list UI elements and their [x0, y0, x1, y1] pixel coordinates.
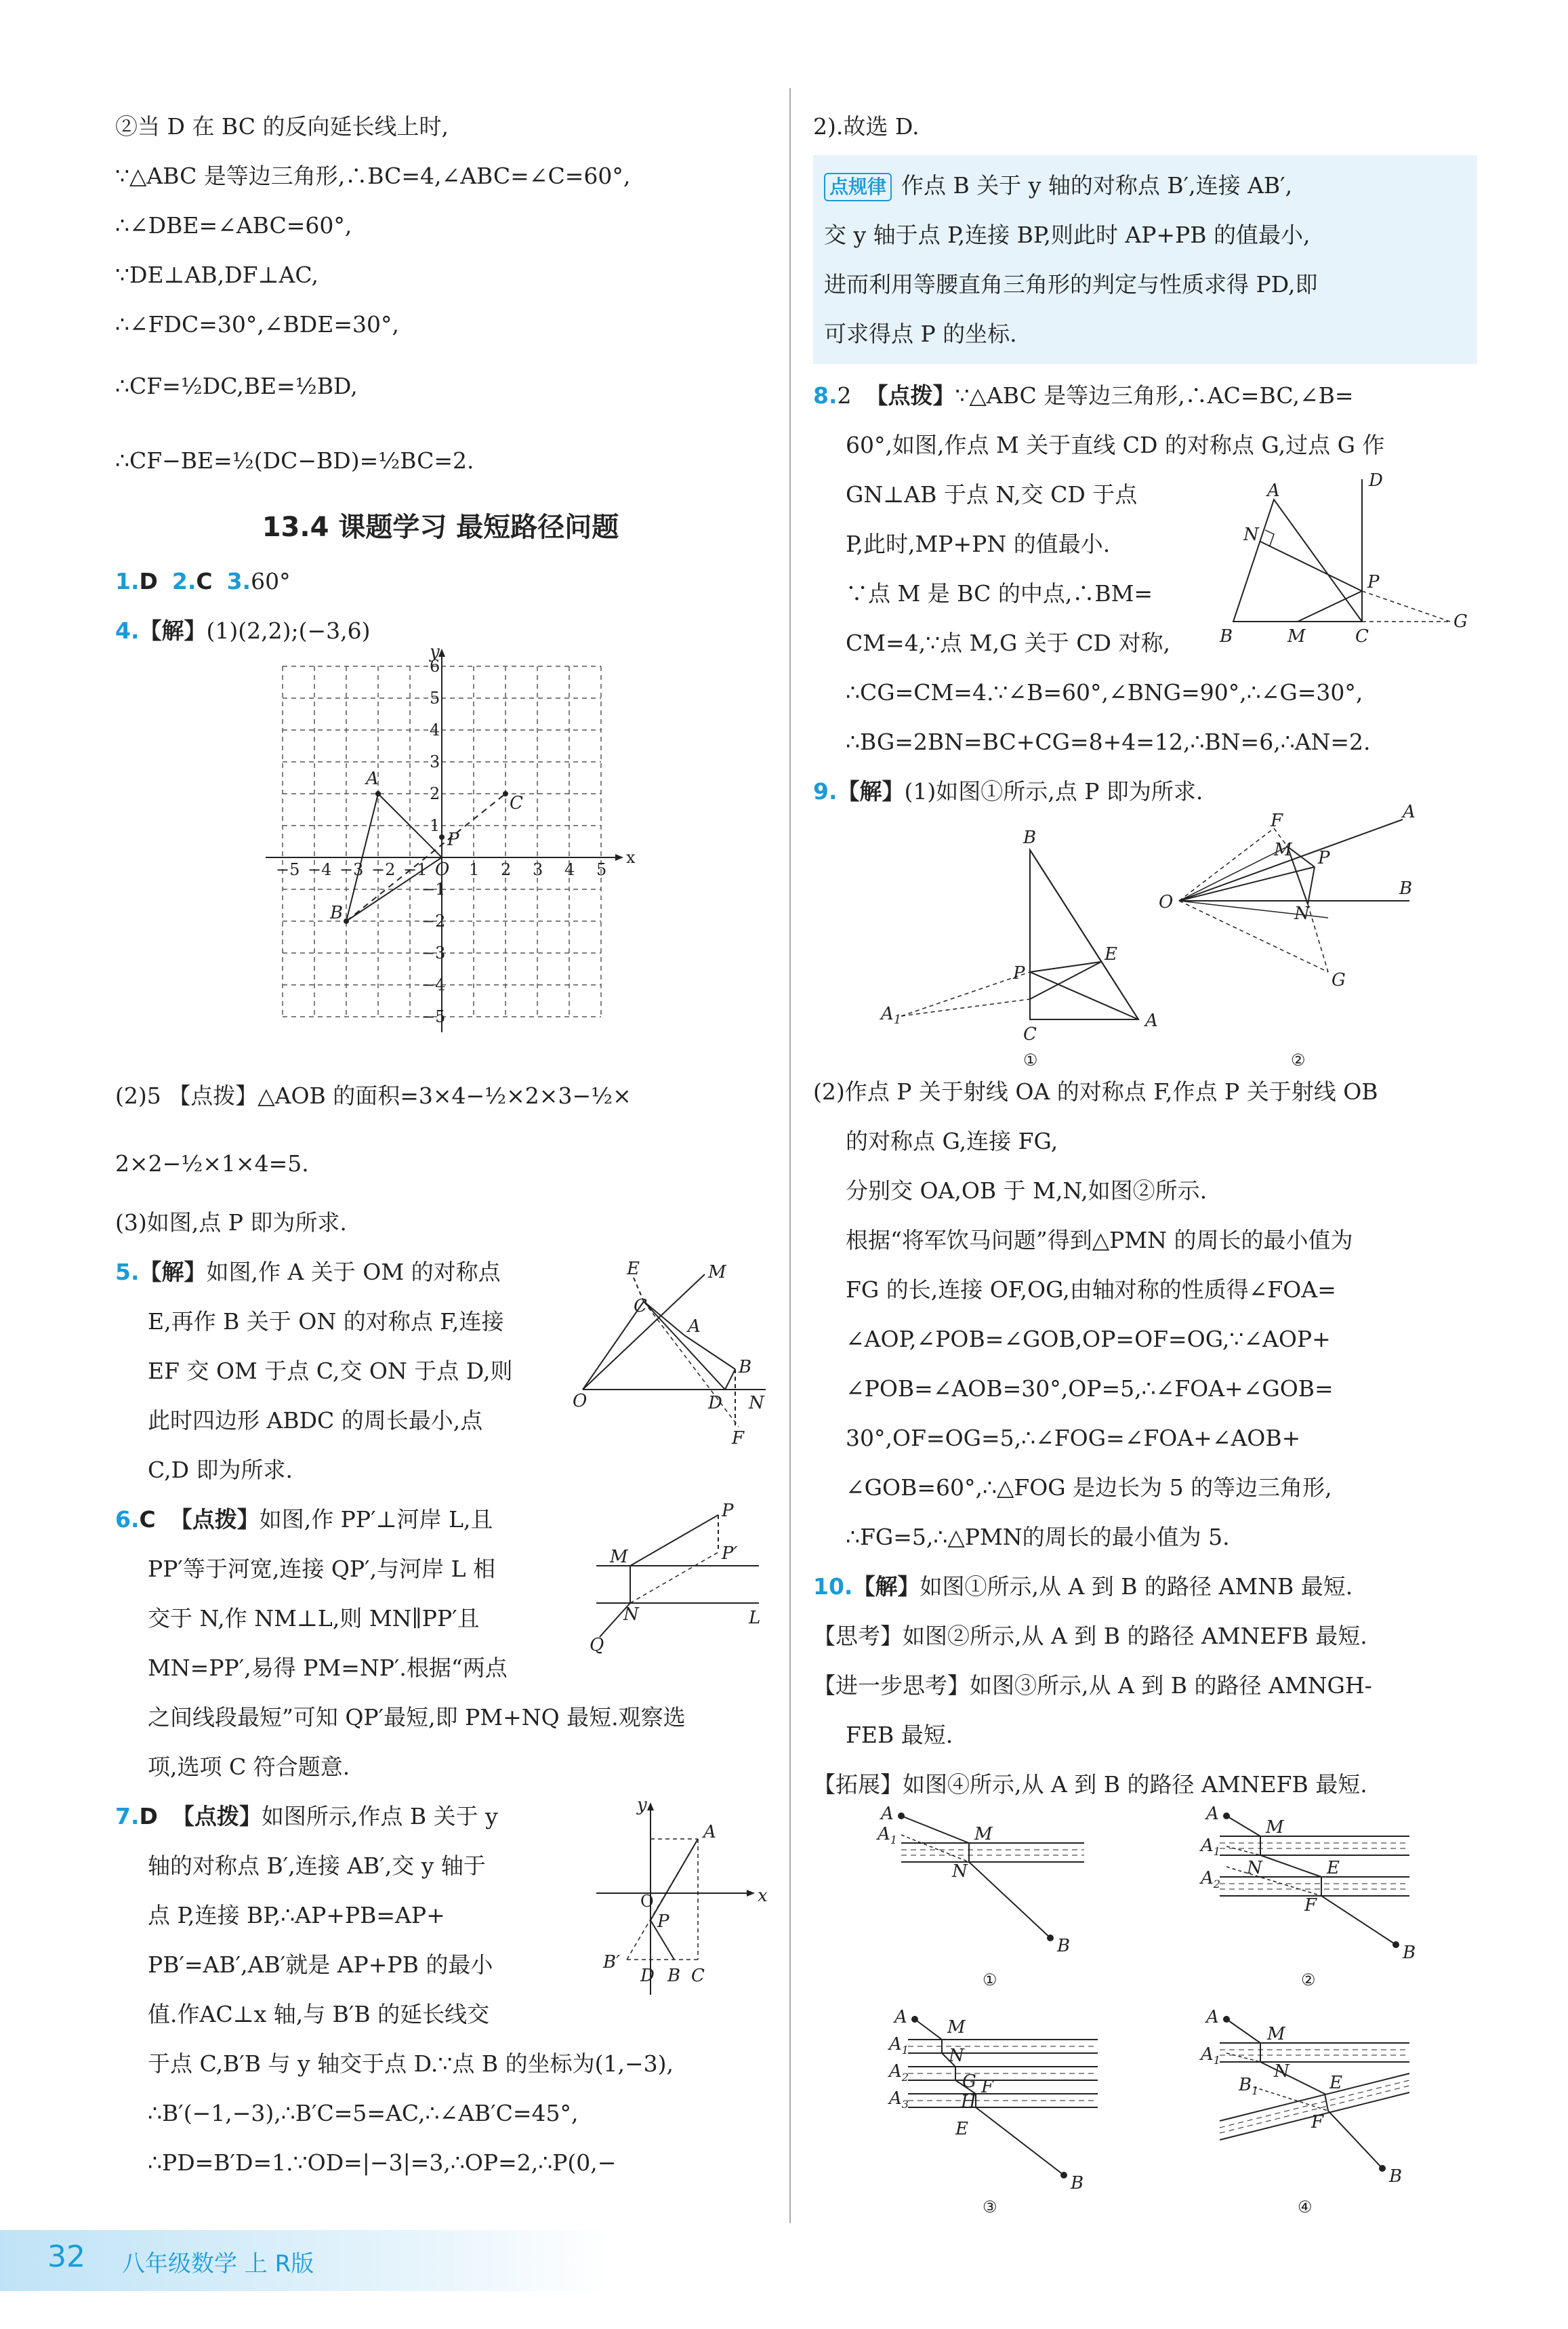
- svg-text:A: A: [703, 1822, 716, 1842]
- svg-text:E: E: [1105, 944, 1117, 965]
- svg-text:P: P: [1367, 572, 1380, 592]
- tip-line: 可求得点 P 的坐标.: [824, 321, 1017, 347]
- svg-text:−4: −4: [421, 975, 446, 994]
- svg-text:B: B: [1399, 878, 1413, 899]
- q10-fig3-label: ③: [983, 2198, 997, 2216]
- svg-text:2: 2: [430, 784, 440, 803]
- svg-text:P: P: [447, 830, 459, 850]
- svg-text:N: N: [749, 1393, 764, 1413]
- q9-line: ∠GOB=60°,∴△FOG 是边长为 5 的等边三角形,: [846, 1474, 1332, 1501]
- q4-line: [115, 606, 766, 655]
- svg-text:N: N: [623, 1604, 639, 1625]
- svg-text:C: C: [1355, 626, 1369, 647]
- svg-text:5: 5: [596, 860, 607, 879]
- q10-fig1-label: ①: [983, 1970, 997, 1989]
- svg-text:−2: −2: [421, 912, 446, 931]
- svg-text:M: M: [1287, 626, 1306, 647]
- svg-text:6: 6: [430, 657, 440, 676]
- q9-fig1-label: ①: [1023, 1051, 1038, 1070]
- svg-text:B: B: [1220, 626, 1233, 647]
- q6-block: [115, 1495, 766, 1791]
- svg-text:5: 5: [430, 689, 440, 708]
- svg-text:Q: Q: [590, 1635, 604, 1655]
- svg-text:F: F: [1311, 2112, 1324, 2132]
- q7-block: [115, 1791, 766, 2187]
- svg-text:C: C: [634, 1296, 647, 1316]
- q5-block: [115, 1247, 766, 1495]
- svg-text:x: x: [626, 848, 636, 867]
- svg-text:M: M: [708, 1262, 726, 1282]
- svg-text:A2: $A_2$: [1201, 1868, 1220, 1890]
- q7-line: PB′=AB′,AB′就是 AP+PB 的最小: [148, 1951, 493, 1978]
- svg-text:4: 4: [430, 721, 440, 740]
- svg-text:B′: B′: [603, 1952, 621, 1972]
- right-column: [813, 102, 1477, 2216]
- q7-line: ∴PD=B′D=1.∵OD=|−3|=3,∴OP=2,∴P(0,−: [148, 2149, 617, 2176]
- q7-line: 轴的对称点 B′,连接 AB′,交 y 轴于: [148, 1852, 486, 1879]
- q10-line: [813, 1562, 1477, 1611]
- svg-text:B: B: [667, 1966, 681, 1986]
- q4-part3: (3)如图,点 P 即为所求.: [115, 1209, 347, 1236]
- q9-figure-1: [880, 828, 1158, 1070]
- q7-line: ∴B′(−1,−3),∴B′C=5=AC,∴∠AB′C=45°,: [148, 2100, 579, 2126]
- svg-text:H: H: [961, 2092, 976, 2112]
- q7-line: [115, 1791, 766, 1841]
- svg-text:A: A: [1145, 1011, 1158, 1031]
- svg-text:O: O: [1159, 892, 1174, 912]
- text-line: ∵△ABC 是等边三角形,∴BC=4,∠ABC=∠C=60°,: [115, 163, 631, 189]
- svg-text:A1: $A_1$: [889, 2034, 909, 2057]
- q10-figure-3: [888, 2007, 1098, 2216]
- svg-text:B: B: [739, 1357, 752, 1377]
- svg-text:A: A: [894, 2007, 907, 2027]
- q8-answer: 2: [837, 382, 852, 409]
- q8-line: GN⊥AB 于点 N,交 CD 于点: [846, 481, 1138, 508]
- column-divider: [789, 88, 791, 2223]
- q6-line: PP′等于河宽,连接 QP′,与河岸 L 相: [148, 1556, 496, 1582]
- q10-figure-4: [1199, 2007, 1409, 2216]
- q10-figure-2: [1199, 1804, 1416, 1989]
- q5-label: 5.: [115, 1259, 140, 1285]
- q9-line: 分别交 OA,OB 于 M,N,如图②所示.: [846, 1177, 1208, 1204]
- svg-text:A: A: [1403, 802, 1416, 822]
- q9-line: ∠POB=∠AOB=30°,OP=5,∴∠FOA+∠GOB=: [846, 1375, 1334, 1402]
- text-line: ∵DE⊥AB,DF⊥AC,: [115, 262, 318, 288]
- page-number: 32: [47, 2240, 85, 2274]
- svg-text:N: N: [949, 2046, 964, 2066]
- q9-text: (1)如图①所示,点 P 即为所求.: [904, 778, 1203, 805]
- svg-text:O: O: [573, 1391, 587, 1411]
- svg-text:F: F: [981, 2077, 994, 2097]
- answers-1-3: [115, 556, 766, 606]
- q9-fig2-label: ②: [1291, 1051, 1306, 1070]
- svg-text:B: B: [1057, 1936, 1071, 1956]
- coordinate-grid-figure: [115, 642, 766, 1062]
- text-line: ∴∠FDC=30°,∠BDE=30°,: [115, 311, 399, 338]
- left-column: [115, 102, 766, 2187]
- svg-text:D: D: [640, 1966, 655, 1986]
- svg-text:−3: −3: [339, 860, 364, 879]
- q5-line: EF 交 OM 于点 C,交 ON 于点 D,则: [148, 1358, 513, 1384]
- svg-text:G: G: [962, 2071, 976, 2092]
- svg-text:−2: −2: [371, 860, 396, 879]
- svg-text:3: 3: [533, 860, 543, 879]
- text-line: ∴CF−BE=½(DC−BD)=½BC=2.: [115, 447, 474, 474]
- svg-text:A: A: [1206, 1804, 1219, 1824]
- q7-line: 于点 C,B′B 与 y 轴交于点 D.∵点 B 的坐标为(1,−3),: [148, 2050, 674, 2077]
- q9-line: [813, 767, 1477, 816]
- q7-line: 值.作AC⊥x 轴,与 B′B 的延长线交: [148, 2001, 490, 2027]
- svg-text:−1: −1: [421, 880, 446, 899]
- q4-tag: 【解】: [139, 617, 207, 644]
- svg-text:M: M: [974, 1824, 993, 1844]
- svg-text:y: y: [430, 642, 440, 662]
- svg-text:1: 1: [469, 860, 480, 879]
- q3-answer: 60°: [251, 568, 291, 594]
- svg-text:N: N: [1243, 525, 1259, 545]
- svg-text:P: P: [1013, 963, 1025, 984]
- svg-text:C: C: [510, 793, 523, 813]
- svg-text:F: F: [732, 1428, 745, 1449]
- svg-text:A: A: [1267, 481, 1280, 501]
- svg-text:2: 2: [501, 860, 512, 879]
- svg-text:P: P: [1318, 848, 1330, 868]
- q4-text: (1)(2,2);(−3,6): [206, 617, 371, 644]
- svg-text:E: E: [1327, 1858, 1340, 1878]
- q6-tag: 【点拨】: [169, 1506, 260, 1533]
- q8-tag: 【点拨】: [865, 382, 955, 409]
- svg-text:B1: $B_1$: [1239, 2075, 1259, 2097]
- svg-text:M: M: [610, 1547, 628, 1567]
- q10-figures: [813, 1804, 1477, 2216]
- svg-text:3: 3: [430, 752, 440, 771]
- svg-text:M: M: [1267, 2024, 1285, 2044]
- q5-tag: 【解】: [139, 1259, 207, 1285]
- tip-text: 作点 B 关于 y 轴的对称点 B′,连接 AB′,: [901, 172, 1293, 199]
- svg-text:N: N: [952, 1861, 968, 1882]
- q6-answer: C: [139, 1506, 156, 1533]
- q10-figure-1: [876, 1804, 1084, 1989]
- q5-line: C,D 即为所求.: [148, 1457, 293, 1483]
- section-title: 13.4 课题学习 最短路径问题: [262, 512, 619, 543]
- svg-text:−4: −4: [308, 860, 332, 879]
- q9-label: 9.: [813, 778, 838, 805]
- q5-text: 如图,作 A 关于 OM 的对称点: [206, 1259, 501, 1285]
- q9-line: ∴FG=5,∴△PMN的周长的最小值为 5.: [846, 1524, 1230, 1550]
- svg-text:A: A: [366, 769, 379, 789]
- q1-answer: D: [139, 568, 158, 594]
- q9-line: 根据“将军饮马问题”得到△PMN 的周长的最小值为: [846, 1227, 1353, 1253]
- svg-text:A: A: [881, 1804, 894, 1824]
- svg-text:N: N: [1274, 2061, 1290, 2082]
- svg-text:O: O: [435, 859, 450, 880]
- q9-line: FG 的长,连接 OF,OG,由轴对称的性质得∠FOA=: [846, 1276, 1336, 1303]
- svg-text:A: A: [688, 1316, 701, 1337]
- book-title: 八年级数学 上 R版: [122, 2250, 314, 2277]
- q2-label: 2.: [171, 568, 197, 594]
- q7-line: 点 P,连接 BP,∴AP+PB=AP+: [148, 1902, 445, 1928]
- svg-text:y: y: [637, 1795, 647, 1815]
- q4-label: 4.: [115, 617, 140, 644]
- q9-line: (2)作点 P 关于射线 OA 的对称点 F,作点 P 关于射线 OB: [813, 1078, 1378, 1105]
- q9-figure-2: [1159, 802, 1416, 1070]
- svg-text:P: P: [722, 1501, 734, 1521]
- q8-line: P,此时,MP+PN 的值最小.: [846, 531, 1111, 557]
- svg-text:F: F: [1271, 811, 1283, 831]
- q5-line: [115, 1247, 766, 1297]
- q10-fig4-label: ④: [1298, 2198, 1313, 2216]
- text-line: ②当 D 在 BC 的反向延长线上时,: [115, 113, 449, 140]
- q8-text: ∵△ABC 是等边三角形,∴AC=BC,∠B=: [955, 382, 1354, 409]
- q1-label: 1.: [115, 568, 140, 594]
- tip-box: [813, 155, 1477, 364]
- svg-text:C: C: [1023, 1024, 1037, 1045]
- q6-text: 如图,作 PP′⊥河岸 L,且: [259, 1506, 493, 1533]
- q9-tag: 【解】: [837, 778, 905, 805]
- q2-answer: C: [196, 568, 213, 594]
- q8-line: ∴CG=CM=4.∵∠B=60°,∠BNG=90°,∴∠G=30°,: [846, 679, 1363, 706]
- q5-line: 此时四边形 ABDC 的周长最小,点: [148, 1407, 483, 1434]
- svg-text:A: A: [1206, 2007, 1219, 2027]
- q10-fig2-label: ②: [1301, 1970, 1316, 1989]
- svg-text:A1: $A_1$: [878, 1824, 897, 1846]
- svg-text:A1: $A_1$: [881, 1004, 902, 1027]
- svg-text:E: E: [1329, 2073, 1342, 2093]
- svg-text:O: O: [640, 1892, 654, 1911]
- svg-text:P′: P′: [722, 1543, 738, 1564]
- page-footer: [0, 2230, 610, 2291]
- q10-line: 【进一步思考】如图③所示,从 A 到 B 的路径 AMNGH-: [813, 1672, 1372, 1699]
- text-line: ∴∠DBE=∠ABC=60°,: [115, 212, 352, 239]
- svg-text:B: B: [1023, 828, 1037, 848]
- q8-line: 60°,如图,作点 M 关于直线 CD 的对称点 G,过点 G 作: [846, 432, 1385, 458]
- q6-line: [115, 1495, 766, 1544]
- q7-continued: 2).故选 D.: [813, 113, 920, 140]
- svg-text:B: B: [1389, 2166, 1403, 2187]
- q7-text: 如图所示,作点 B 关于 y: [261, 1803, 498, 1829]
- svg-text:−1: −1: [403, 860, 428, 879]
- svg-text:C: C: [691, 1966, 705, 1986]
- q9-line: 的对称点 G,连接 FG,: [846, 1128, 1058, 1154]
- svg-text:−5: −5: [276, 860, 300, 879]
- q8-line: ∵点 M 是 BC 的中点,∴BM=: [846, 580, 1153, 607]
- svg-text:M: M: [1274, 840, 1292, 860]
- q8-line: [813, 371, 1477, 420]
- q4-part2b: 2×2−½×1×4=5.: [115, 1150, 309, 1177]
- q9-figures: [813, 802, 1477, 1070]
- q8-label: 8.: [813, 382, 838, 409]
- svg-text:B: B: [330, 903, 344, 923]
- q8-line: CM=4,∵点 M,G 关于 CD 对称,: [846, 630, 1170, 656]
- svg-text:D: D: [1369, 470, 1383, 491]
- q8-block: [813, 371, 1477, 767]
- svg-text:P: P: [657, 1911, 669, 1932]
- q10-label: 10.: [813, 1573, 853, 1600]
- q7-label: 7.: [115, 1803, 140, 1829]
- svg-text:N: N: [1294, 904, 1310, 924]
- svg-text:B: B: [1071, 2173, 1084, 2193]
- svg-text:G: G: [1332, 970, 1346, 990]
- q6-line: MN=PP′,易得 PM=NP′.根据“两点: [148, 1655, 508, 1681]
- svg-text:1: 1: [430, 816, 440, 835]
- q6-line: 交于 N,作 NM⊥L,则 MN∥PP′且: [148, 1605, 480, 1632]
- text-line: ∴CF=½DC,BE=½BD,: [115, 373, 358, 399]
- svg-text:x: x: [758, 1886, 768, 1906]
- svg-text:N: N: [1247, 1858, 1262, 1878]
- svg-text:E: E: [955, 2119, 968, 2139]
- svg-text:D: D: [708, 1393, 722, 1413]
- q8-line: ∴BG=2BN=BC+CG=8+4=12,∴BN=6,∴AN=2.: [846, 729, 1371, 755]
- q7-answer: D: [139, 1803, 158, 1829]
- q9-line: ∠AOP,∠POB=∠GOB,OP=OF=OG,∵∠AOP+: [846, 1326, 1331, 1352]
- q10-tag: 【解】: [852, 1573, 920, 1600]
- q10-line: 【拓展】如图④所示,从 A 到 B 的路径 AMNEFB 最短.: [813, 1771, 1367, 1798]
- q9-line: 30°,OF=OG=5,∴∠FOG=∠FOA+∠AOB+: [846, 1425, 1301, 1451]
- tip-line: 交 y 轴于点 P,连接 BP,则此时 AP+PB 的值最小,: [824, 222, 1311, 248]
- svg-text:−5: −5: [421, 1007, 446, 1026]
- q3-label: 3.: [226, 568, 251, 594]
- svg-text:4: 4: [564, 860, 575, 879]
- svg-text:B: B: [1403, 1943, 1416, 1963]
- svg-text:G: G: [1453, 611, 1468, 632]
- tip-line: 进而利用等腰直角三角形的判定与性质求得 PD,即: [824, 271, 1318, 298]
- q6-label: 6.: [115, 1506, 140, 1533]
- q6-line: 之间线段最短”可知 QP′最短,即 PM+NQ 最短.观察选: [148, 1704, 686, 1730]
- q10-line: FEB 最短.: [846, 1722, 953, 1748]
- q10-text: 如图①所示,从 A 到 B 的路径 AMNB 最短.: [920, 1573, 1353, 1600]
- tip-line: [824, 161, 1466, 210]
- q10-line: 【思考】如图②所示,从 A 到 B 的路径 AMNEFB 最短.: [813, 1623, 1367, 1649]
- svg-text:A2: $A_2$: [889, 2061, 909, 2084]
- svg-text:F: F: [1304, 1895, 1317, 1916]
- q5-line: E,再作 B 关于 ON 的对称点 F,连接: [148, 1308, 504, 1335]
- svg-text:A1: $A_1$: [1201, 2044, 1220, 2067]
- svg-text:L: L: [749, 1608, 761, 1628]
- q6-line: 项,选项 C 符合题意.: [148, 1754, 350, 1780]
- svg-text:E: E: [627, 1259, 640, 1279]
- svg-text:M: M: [947, 2017, 966, 2038]
- svg-text:A1: $A_1$: [1201, 1836, 1220, 1858]
- tip-tag: 点规律: [824, 173, 892, 201]
- svg-text:A3: $A_3$: [889, 2088, 909, 2111]
- svg-text:−3: −3: [421, 944, 446, 963]
- q7-tag: 【点拨】: [171, 1803, 262, 1829]
- q4-part2: (2)5 【点拨】△AOB 的面积=3×4−½×2×3−½×: [115, 1082, 632, 1109]
- svg-text:M: M: [1266, 1817, 1284, 1838]
